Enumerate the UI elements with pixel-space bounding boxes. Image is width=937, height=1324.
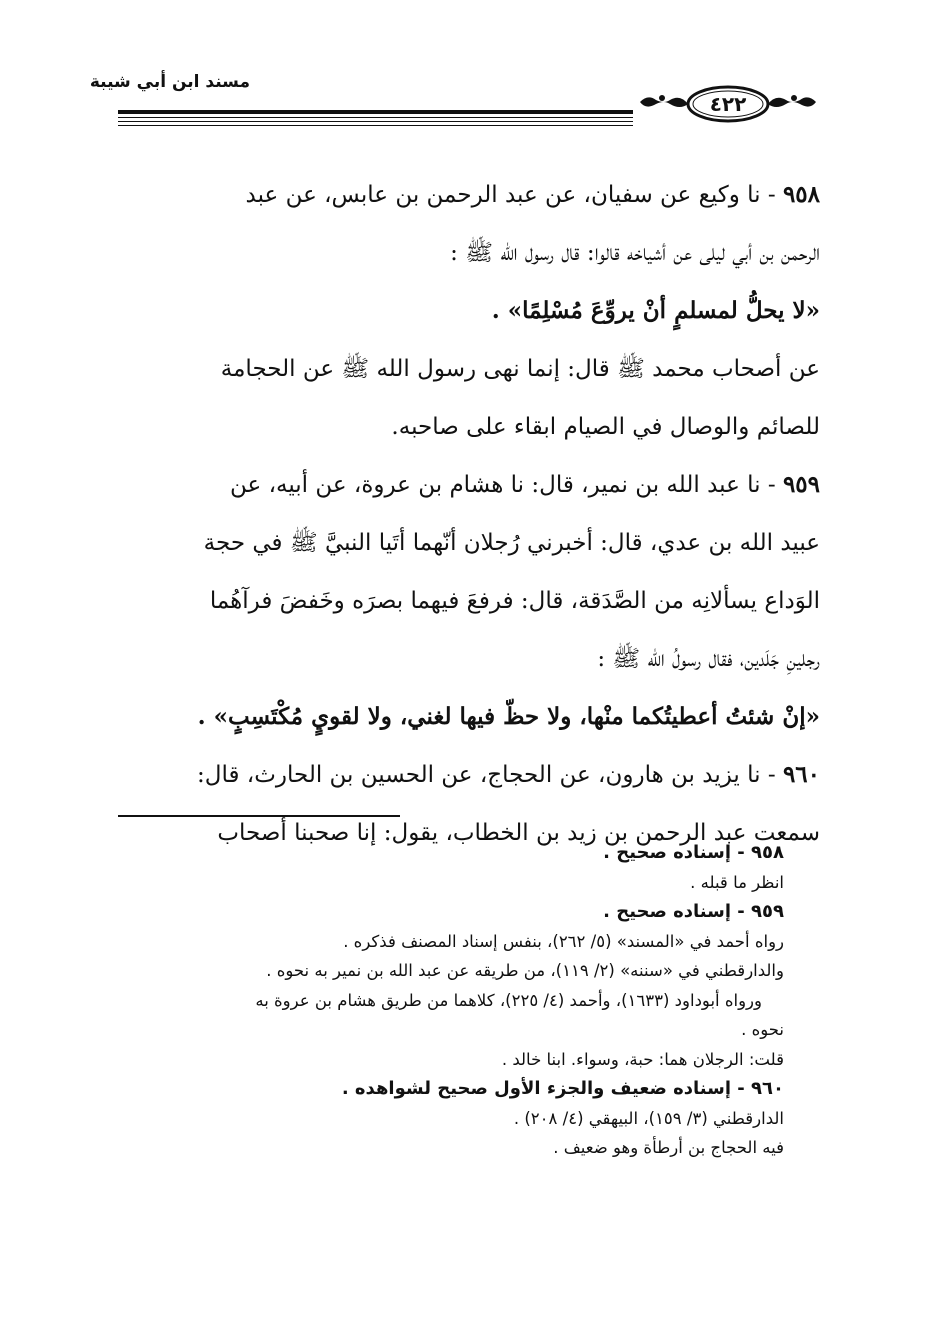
footnote-960-text: الدارقطني (٣/ ١٥٩)، البيهقي (٤/ ٢٠٨) . xyxy=(513,1108,784,1128)
running-header-title: مسند ابن أبي شيبة xyxy=(89,72,250,92)
hadith-958-line-5: للصائم والوصال في الصيام ابقاء على صاحبه. xyxy=(391,414,820,440)
hadith-number: ٩٦٠ xyxy=(782,761,820,788)
footnotes xyxy=(116,838,784,1163)
footnote-960-text: فيه الحجاج بن أرطأة وهو ضعيف . xyxy=(553,1138,784,1157)
footnote-divider xyxy=(118,815,400,817)
hadith-number: ٩٥٨ xyxy=(782,181,820,208)
hadith-958-line-4: عن أصحاب محمد ﷺ قال: إنما نهى رسول الله ﷺ عن الحجامة xyxy=(220,356,820,382)
footnote-958-text: انظر ما قبله . xyxy=(690,872,784,892)
footnote-959-text: قلت: الرجلان هما: حبة، وسواء. ابنا خالد . xyxy=(501,1049,784,1069)
main-text xyxy=(120,166,820,862)
hadith-number: ٩٥٩ xyxy=(782,471,820,498)
hadith-959-line-1: ٩٥٩ - نا عبد الله بن نمير، قال: نا هشام بن عروة، عن أبيه، عن xyxy=(230,471,820,498)
footnote-960-heading: ٩٦٠ - إسناده ضعيف والجزء الأول صحيح لشواهده . xyxy=(341,1078,784,1099)
footnote-959-text: رواه أحمد في «المسند» (٥/ ٢٦٢)، بنفس إسناد المصنف فذكره . xyxy=(343,931,784,951)
hadith-959-quote: «إنْ شئتُ أعطيتُكما منْها، ولا حظّ فيها لغني، ولا لقويٍ مُكْتَسِبٍ» . xyxy=(197,703,820,730)
header-rule xyxy=(118,121,633,122)
header-rule xyxy=(118,125,633,126)
hadith-959-line-4: رجلينِ جَلَدين، فقال رسولُ الله ﷺ : xyxy=(597,646,820,672)
footnote-959-text: نحوه . xyxy=(741,1020,784,1039)
hadith-960-line-2: سمعت عبد الرحمن بن زيد بن الخطاب، يقول: إنا صحبنا أصحاب xyxy=(217,820,820,846)
hadith-958-line-2: الرحمن بن أبي ليلى عن أشياخه قالوا: قال رسول الله ﷺ : xyxy=(450,240,820,266)
footnote-959-text: ورواه أبوداود (١٦٣٣)، وأحمد (٤/ ٢٢٥)، كلاهما من طريق هشام بن عروة به xyxy=(255,990,762,1010)
footnote-958-heading: ٩٥٨ - إسناده صحيح . xyxy=(603,842,784,863)
header-rule xyxy=(118,117,633,118)
hadith-958-quote: «لا يحلُّ لمسلمٍ أنْ يروِّعَ مُسْلِمًا» . xyxy=(491,297,820,324)
hadith-958-line-1: ٩٥٨ - نا وكيع عن سفيان، عن عبد الرحمن بن عابس، عن عبد xyxy=(245,181,820,208)
header-rule xyxy=(118,110,633,114)
footnote-959-text: والدارقطني في «سننه» (٢/ ١١٩)، من طريقه عن عبد الله بن نمير به نحوه . xyxy=(266,961,784,980)
hadith-960-line-1: ٩٦٠ - نا يزيد بن هارون، عن الحجاج، عن الحسين بن الحارث، قال: xyxy=(197,761,820,788)
footnote-959-heading: ٩٥٩ - إسناده صحيح . xyxy=(603,901,784,922)
hadith-959-line-3: الوَداع يسألانِه من الصَّدَقة، قال: فرفعَ فيهما بصرَه وخَفضَ فرآهُما xyxy=(209,588,820,614)
hadith-959-line-2: عبيد الله بن عدي، قال: أخبرني رُجلان أنّهما أتَيا النبيَّ ﷺ في حجة xyxy=(203,530,820,556)
page-number: ٤٢٢ xyxy=(709,92,747,116)
